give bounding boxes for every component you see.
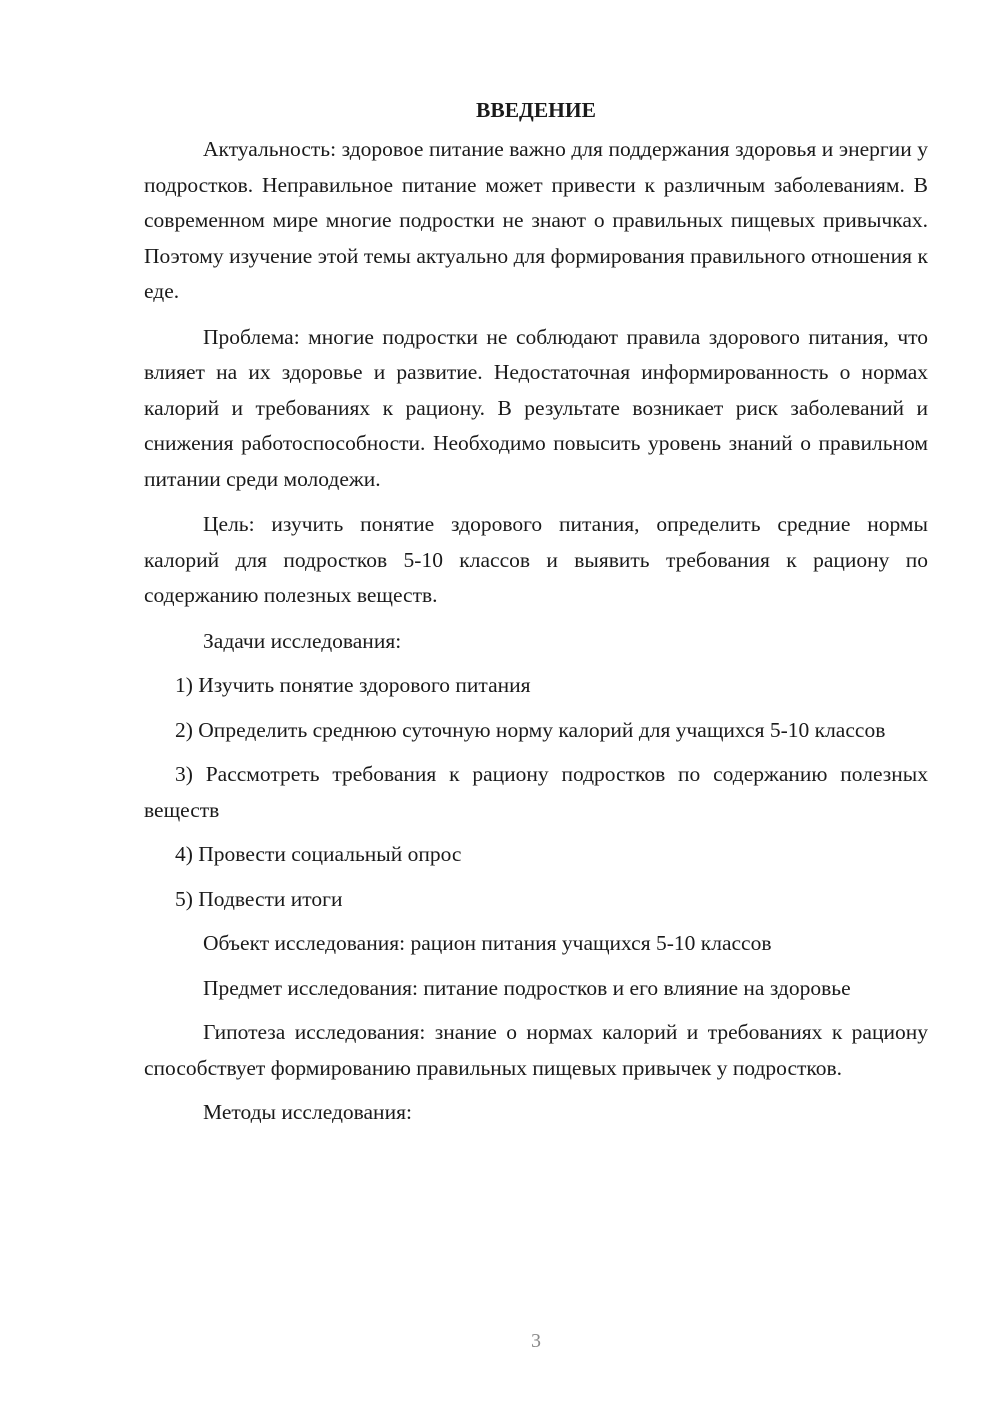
task-item-3: 3) Рассмотреть требования к рациону подростков по содержанию полезных веществ (144, 762, 928, 822)
goal-paragraph: Цель: изучить понятие здорового питания, определить средние нормы калорий для подростков 5-10 классов и выявить требования к рациону по содержанию полезных веществ. (144, 512, 928, 607)
page-number: 3 (531, 1330, 541, 1352)
task-item-4: 4) Провести социальный опрос (175, 842, 462, 866)
relevance-paragraph: Актуальность: здоровое питание важно для поддержания здоровья и энергии у подростков. Неправильное питание может привести к различным заболеваниям. В современном мире многие подростки не знают о правильных пищевых привычках. Поэтому изучение этой темы актуально для формирования правильного отношения к еде. (144, 137, 928, 303)
task-item-1: 1) Изучить понятие здорового питания (175, 673, 531, 697)
methods-heading: Методы исследования: (203, 1100, 412, 1124)
hypothesis-paragraph: Гипотеза исследования: знание о нормах калорий и требованиях к рациону способствует формированию правильных пищевых привычек у подростков. (144, 1020, 928, 1080)
section-title: ВВЕДЕНИЕ (476, 98, 596, 122)
problem-paragraph: Проблема: многие подростки не соблюдают правила здорового питания, что влияет на их здоровье и развитие. Недостаточная информированность о нормах калорий и требованиях к рациону. В результате возникает риск заболеваний и снижения работоспособности. Необходимо повысить уровень знаний о правильном питании среди молодежи. (144, 324, 928, 491)
object-paragraph: Объект исследования: рацион питания учащихся 5-10 классов (203, 931, 772, 955)
page-content (144, 92, 928, 1131)
task-item-2: 2) Определить среднюю суточную норму калорий для учащихся 5-10 классов (175, 717, 886, 742)
subject-paragraph: Предмет исследования: питание подростков и его влияние на здоровье (203, 975, 851, 1000)
task-item-5: 5) Подвести итоги (175, 886, 343, 911)
tasks-heading: Задачи исследования: (203, 628, 402, 653)
